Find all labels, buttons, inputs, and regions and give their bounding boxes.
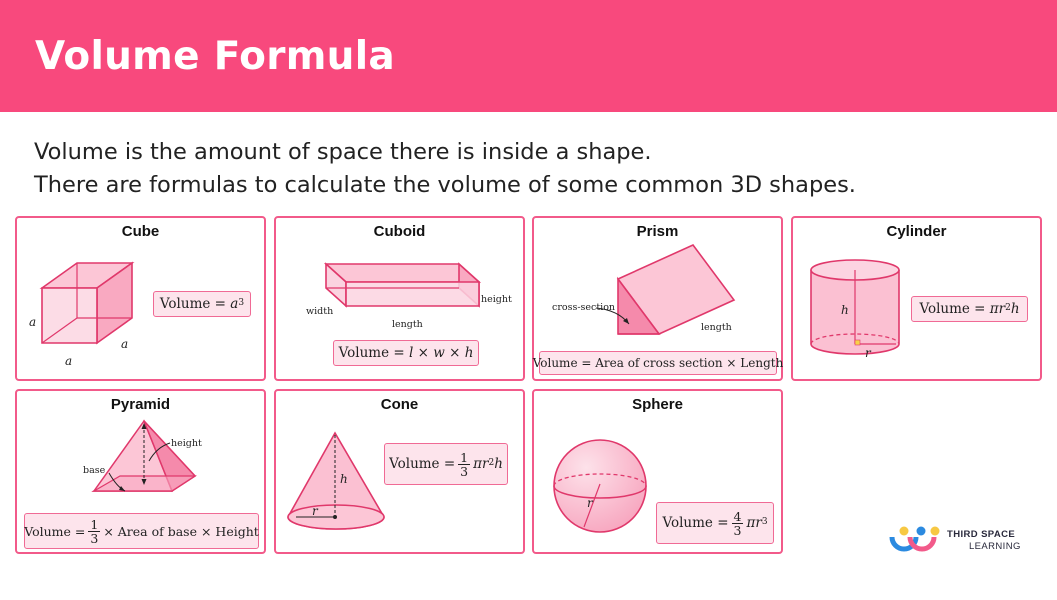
- card-prism: [532, 216, 783, 381]
- card-cube: [15, 216, 266, 381]
- formula-fraction: [732, 510, 744, 537]
- sphere-label-r: r: [587, 496, 593, 510]
- prism-formula: Volume = Area of cross section × Length: [539, 351, 777, 375]
- fraction-denominator: 3: [90, 530, 99, 546]
- card-title-cylinder: Cylinder: [886, 223, 947, 240]
- formula-fraction: [458, 451, 470, 478]
- cuboid-formula: Volume = l × w × h: [333, 340, 479, 366]
- formula-tail: h: [1010, 301, 1020, 317]
- intro-text: [34, 136, 856, 202]
- cube-label-bottom: a: [65, 354, 73, 368]
- formula-expr: πr: [473, 456, 489, 472]
- formula-var: a: [230, 296, 239, 312]
- cube-label-side: a: [29, 315, 37, 329]
- logo-text: [947, 529, 1021, 553]
- formula-var-h: h: [464, 345, 474, 361]
- cylinder-label-h: h: [841, 303, 849, 317]
- card-title-prism: Prism: [636, 223, 679, 240]
- title-banner: [0, 0, 1057, 112]
- cuboid-label-height: height: [481, 294, 512, 305]
- page-title: Volume Formula: [35, 34, 396, 79]
- formula-var-w: w: [433, 345, 445, 361]
- formula-tail: h: [494, 456, 503, 472]
- formula-volume-word: Volume: [919, 301, 970, 317]
- cylinder-formula: Volume = πr $^2$ h: [911, 296, 1028, 322]
- card-cuboid: [274, 216, 525, 381]
- card-cylinder: [791, 216, 1042, 381]
- intro-line-2: There are formulas to calculate the volume of some common 3D shapes.: [34, 172, 856, 198]
- card-title-pyramid: Pyramid: [110, 396, 171, 413]
- fraction-numerator: 4: [733, 508, 742, 524]
- formula-expr: πr: [989, 301, 1006, 317]
- card-sphere: [532, 389, 783, 554]
- formula-exp: 3: [238, 298, 245, 308]
- cone-label-r: r: [312, 504, 318, 518]
- formula-tail: × Area of base × Height: [103, 523, 259, 539]
- card-title-sphere: Sphere: [632, 396, 683, 413]
- cone-formula: Volume = $\frac{1}{3}$ πr $^2$ h: [384, 443, 508, 485]
- prism-label-cross-section: cross-section: [552, 302, 616, 313]
- formula-volume-word: Volume: [24, 523, 71, 539]
- pyramid-formula: Volume = $\frac{1}{3}$ × Area of base × Height: [24, 513, 259, 549]
- formula-volume-word: Volume: [338, 345, 390, 361]
- card-pyramid: [15, 389, 266, 554]
- formula-volume-word: Volume: [662, 515, 713, 531]
- third-space-learning-logo: [889, 524, 1029, 556]
- fraction-denominator: 3: [460, 463, 469, 479]
- intro-line-1: Volume is the amount of space there is inside a shape.: [34, 139, 652, 165]
- formula-exp: 3: [761, 517, 768, 527]
- logo-mark-icon: [889, 524, 943, 556]
- fraction-numerator: 1: [460, 449, 469, 465]
- cuboid-label-width: width: [306, 306, 334, 317]
- logo-line-2: LEARNING: [969, 541, 1021, 552]
- cube-formula: Volume = a $^3$: [153, 291, 251, 317]
- logo-line-1: THIRD SPACE: [947, 529, 1016, 540]
- formula-volume-word: Volume: [389, 456, 440, 472]
- formula-var-l: l: [408, 345, 414, 361]
- formula-exp: 2: [488, 458, 495, 468]
- card-title-cuboid: Cuboid: [373, 223, 426, 240]
- sphere-formula: Volume = $\frac{4}{3}$ πr $^3$: [656, 502, 774, 544]
- card-title-cone: Cone: [380, 396, 419, 413]
- pyramid-label-base: base: [83, 465, 106, 476]
- cuboid-label-length: length: [392, 319, 423, 330]
- cube-label-depth: a: [121, 337, 129, 351]
- card-cone: [274, 389, 525, 554]
- formula-exp: 2: [1005, 303, 1011, 313]
- pyramid-label-height: height: [171, 438, 202, 449]
- fraction-numerator: 1: [90, 516, 99, 532]
- prism-label-length: length: [701, 322, 732, 333]
- card-title-cube: Cube: [121, 223, 160, 240]
- fraction-denominator: 3: [733, 522, 742, 538]
- cylinder-label-r: r: [865, 346, 871, 360]
- formula-volume-word: Volume: [159, 296, 211, 312]
- cone-label-h: h: [340, 472, 348, 486]
- formula-fraction: [88, 518, 100, 545]
- formula-expr: πr: [746, 515, 762, 531]
